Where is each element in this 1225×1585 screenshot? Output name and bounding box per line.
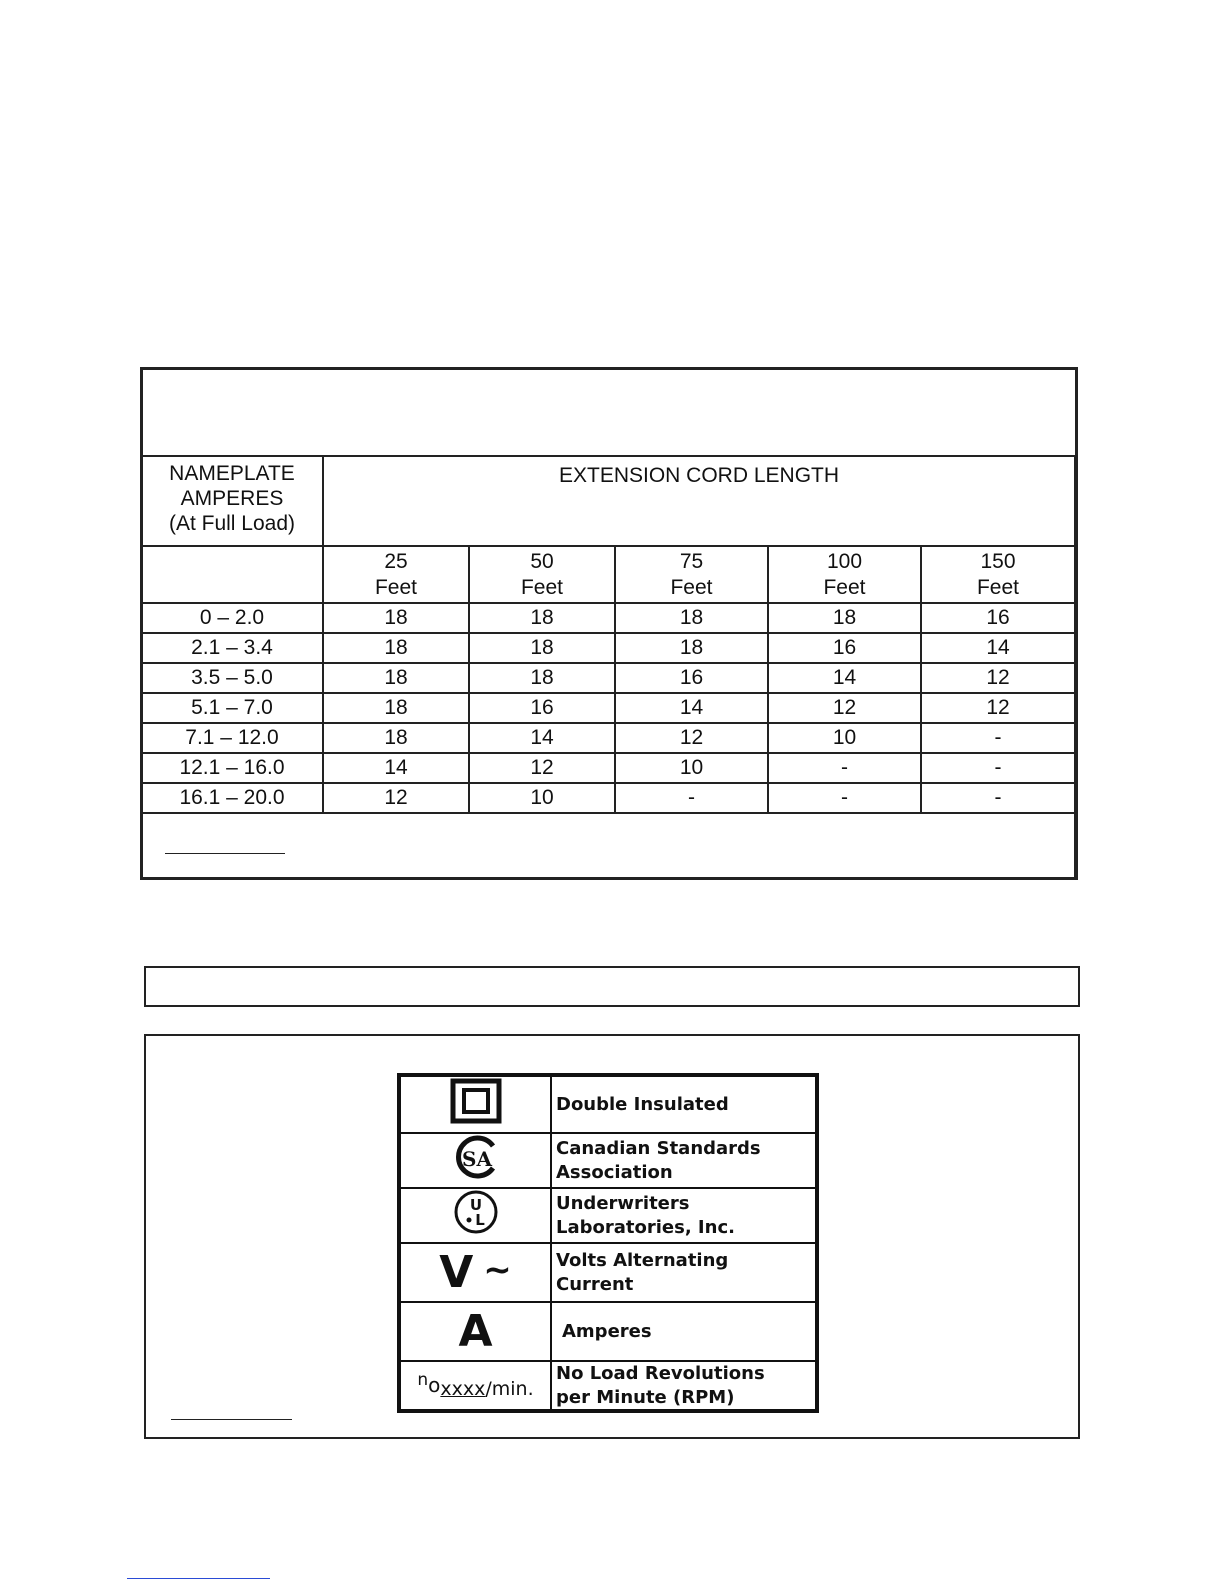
gauge-cell: 14 bbox=[768, 663, 921, 693]
gauge-cell: 10 bbox=[768, 723, 921, 753]
note-row bbox=[141, 813, 1075, 880]
svg-text:U: U bbox=[469, 1196, 482, 1215]
double-insulated-label: Double Insulated bbox=[551, 1075, 817, 1133]
symbol-row bbox=[399, 1188, 817, 1243]
note-cell bbox=[141, 813, 1075, 880]
amperes-text: Amperes bbox=[562, 1321, 652, 1343]
table-row bbox=[141, 783, 1075, 813]
length-100 bbox=[768, 546, 921, 603]
amp-header-cell bbox=[141, 456, 323, 546]
table-row bbox=[141, 723, 1075, 753]
csa-label-line-2: Association bbox=[556, 1161, 673, 1183]
length-value: 100 bbox=[826, 550, 863, 574]
gauge-cell: 18 bbox=[323, 663, 469, 693]
gauge-cell: 18 bbox=[469, 663, 615, 693]
gauge-cell: - bbox=[921, 753, 1075, 783]
length-value: 50 bbox=[530, 550, 554, 574]
table-row bbox=[141, 663, 1075, 693]
table-row bbox=[141, 753, 1075, 783]
length-unit: Feet bbox=[823, 575, 866, 599]
rpm-n: n bbox=[417, 1370, 429, 1391]
gauge-cell: 10 bbox=[615, 753, 768, 783]
footer-link-underline bbox=[127, 1578, 270, 1579]
ul-label-line-1: Underwriters bbox=[556, 1193, 690, 1215]
amp-range-cell: 0 – 2.0 bbox=[141, 603, 323, 633]
note-underline bbox=[171, 1419, 292, 1420]
gauge-cell: 18 bbox=[469, 633, 615, 663]
symbol-row bbox=[399, 1361, 817, 1411]
gauge-cell: 14 bbox=[469, 723, 615, 753]
tilde-symbol: ~ bbox=[483, 1250, 512, 1290]
vac-icon bbox=[399, 1243, 551, 1302]
gauge-cell: 14 bbox=[921, 633, 1075, 663]
gauge-cell: 18 bbox=[615, 603, 768, 633]
amp-range-cell: 5.1 – 7.0 bbox=[141, 693, 323, 723]
double-insulated-icon bbox=[399, 1075, 551, 1133]
symbol-row bbox=[399, 1075, 817, 1133]
csa-icon bbox=[399, 1133, 551, 1188]
amp-range-cell: 3.5 – 5.0 bbox=[141, 663, 323, 693]
rpm-label-line-1: No Load Revolutions bbox=[556, 1363, 765, 1385]
length-value: 150 bbox=[980, 550, 1016, 574]
symbols-table bbox=[397, 1073, 819, 1413]
gauge-cell: - bbox=[921, 723, 1075, 753]
gauge-cell: 14 bbox=[615, 693, 768, 723]
rpm-label bbox=[551, 1361, 817, 1411]
rpm-icon bbox=[399, 1361, 551, 1411]
symbol-row bbox=[399, 1243, 817, 1302]
gauge-cell: 18 bbox=[615, 633, 768, 663]
length-75 bbox=[615, 546, 768, 603]
amp-header-line-1: NAMEPLATE bbox=[169, 462, 295, 485]
ul-icon bbox=[399, 1188, 551, 1243]
gauge-cell: 18 bbox=[323, 693, 469, 723]
length-unit: Feet bbox=[670, 575, 713, 599]
gauge-cell: 18 bbox=[469, 603, 615, 633]
svg-text:L: L bbox=[474, 1211, 485, 1230]
gauge-cell: - bbox=[921, 783, 1075, 813]
amp-header-line-3: (At Full Load) bbox=[168, 512, 296, 536]
length-header-cell bbox=[323, 456, 1075, 546]
rpm-x: xxxx bbox=[440, 1378, 486, 1401]
length-header: EXTENSION CORD LENGTH bbox=[558, 464, 840, 487]
gauge-cell: 14 bbox=[323, 753, 469, 783]
symbol-row bbox=[399, 1302, 817, 1361]
gauge-cell: 12 bbox=[615, 723, 768, 753]
gauge-cell: 12 bbox=[469, 753, 615, 783]
gauge-cell: 18 bbox=[323, 603, 469, 633]
amp-header-line-2: AMPERES bbox=[180, 487, 284, 511]
length-150 bbox=[921, 546, 1075, 603]
vac-label: Volts Alternating Current bbox=[551, 1243, 817, 1302]
table-row bbox=[141, 693, 1075, 723]
length-row-blank bbox=[141, 546, 323, 603]
amperes-icon bbox=[399, 1302, 551, 1361]
length-25 bbox=[323, 546, 469, 603]
amp-range-cell: 16.1 – 20.0 bbox=[141, 783, 323, 813]
length-value: 75 bbox=[679, 550, 704, 574]
gauge-cell: 16 bbox=[921, 603, 1075, 633]
symbol-row bbox=[399, 1133, 817, 1188]
note-underline bbox=[165, 853, 285, 854]
csa-label bbox=[551, 1133, 817, 1188]
gauge-cell: 16 bbox=[469, 693, 615, 723]
gauge-cell: 18 bbox=[323, 633, 469, 663]
gauge-cell: 18 bbox=[768, 603, 921, 633]
vac-symbol: V bbox=[439, 1247, 474, 1298]
rpm-o: o bbox=[428, 1373, 441, 1398]
gauge-cell: 12 bbox=[921, 663, 1075, 693]
ul-label bbox=[551, 1188, 817, 1243]
length-unit: Feet bbox=[520, 575, 564, 599]
gauge-cell: 12 bbox=[921, 693, 1075, 723]
csa-label-line-1: Canadian Standards bbox=[556, 1138, 761, 1160]
gauge-cell: 16 bbox=[615, 663, 768, 693]
ul-label-line-2: Laboratories, Inc. bbox=[556, 1216, 735, 1238]
amperes-label bbox=[551, 1302, 817, 1361]
table-row bbox=[141, 603, 1075, 633]
rpm-label-line-2: per Minute (RPM) bbox=[556, 1386, 735, 1408]
extension-cord-table bbox=[140, 455, 1076, 880]
table-row bbox=[141, 633, 1075, 663]
length-unit: Feet bbox=[374, 575, 418, 599]
length-50 bbox=[469, 546, 615, 603]
svg-text:SA: SA bbox=[461, 1147, 492, 1172]
amp-range-cell: 7.1 – 12.0 bbox=[141, 723, 323, 753]
gauge-cell: 18 bbox=[323, 723, 469, 753]
length-value: 25 bbox=[384, 550, 408, 574]
gauge-cell: 10 bbox=[469, 783, 615, 813]
heading-bar bbox=[144, 966, 1080, 1007]
rpm-unit: /min. bbox=[485, 1378, 534, 1401]
length-row bbox=[141, 546, 1075, 603]
gauge-cell: 12 bbox=[323, 783, 469, 813]
gauge-cell: 16 bbox=[768, 633, 921, 663]
gauge-cell: - bbox=[768, 783, 921, 813]
amp-range-cell: 12.1 – 16.0 bbox=[141, 753, 323, 783]
gauge-cell: - bbox=[768, 753, 921, 783]
gauge-cell: - bbox=[615, 783, 768, 813]
length-unit: Feet bbox=[976, 575, 1020, 599]
amp-symbol: A bbox=[458, 1306, 493, 1358]
gauge-cell: 12 bbox=[768, 693, 921, 723]
amp-range-cell: 2.1 – 3.4 bbox=[141, 633, 323, 663]
